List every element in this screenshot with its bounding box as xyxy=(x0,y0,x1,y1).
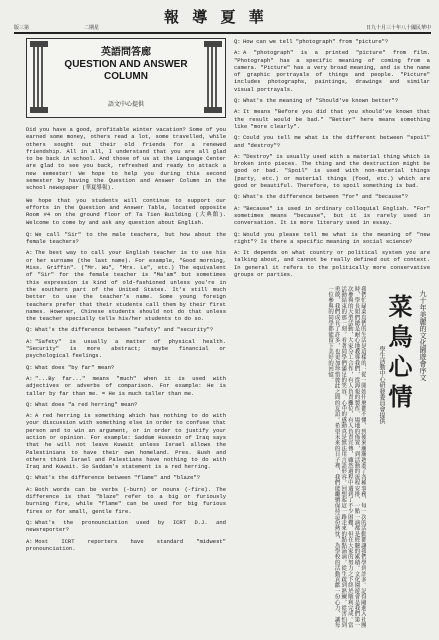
question: Q: What's the difference between "safety" and "security"? xyxy=(26,326,214,334)
answer: A: The best way to call your English teacher is to use his or her surname (the last name). For example, "Good morning, Miss. Griffin". ("Mr. Wu", "Mrs. Le", etc.) The equivalent of "Sir" for the female teacher is "Ma'am" but sometimes this expression is kind of old-fashioned unless you're in the southern part of the United States. It's still much better to use the teacher's name. Some young foreign teachers prefer that their students call them by their first names. However, Chinese students should not do that unless the teacher specially tells his/her students to do so. xyxy=(26,249,226,323)
question: Q: What's the pronounciation used by ICRT D.J. and newsreporter? xyxy=(26,518,226,534)
answer: A: A red herring is something which has nothing to do with your discussion with something else in order to confuse that person and to win an argument, or in order to justify your action or opinion. For example: Saddam Hussein of Iraq says that he will not leave Kuwait unless Israel allows the Palestinians to have their own homeland. Pres. Bush and others think Israel and Palestians have nothing to do with Iraq and Kuwait. So Saddam's statement is a red herring. xyxy=(26,412,226,471)
page-number: 版三第 xyxy=(14,25,30,31)
answer: A: A "photograph" is a printed "picture" from film. "Photograph" has a specific meaning of coming from a camera. "Picture" has a very broad meaning, and is the name of graphic portrayals of things and people. "Picture" includes photographs, paintings, drawings and similar visual portrayals. xyxy=(234,49,430,93)
answer: A: "Destroy" is usually used with a material thing which is broken into pieces. The thing and the destruction might be good or bad. "Spoil" is used with non-material things (party, etc.) or material things (food, etc.) which are good or beautiful. Therefore, to spoil something is bad. xyxy=(234,152,430,190)
question: Q: What's the difference between "flame" and "blaze"? xyxy=(26,474,201,482)
question: Q: What's the difference between "for" and "because"? xyxy=(234,193,409,201)
article-title: 菜鳥心情 xyxy=(384,294,413,414)
qa-body-left xyxy=(26,126,226,552)
question: Q: How can we tell "photograph" from "picture"? xyxy=(234,38,389,45)
qa-title-english: QUESTION AND ANSWER COLUMN xyxy=(64,59,188,82)
newspaper-title: 報 導 夏 華 xyxy=(164,8,268,26)
answer: A: "Because" is used in ordinary colloquial English. "For" sometimes means "because", but it is rarely used in conversation. It is more literary used in essay. xyxy=(234,204,430,227)
intro-paragraph: Did you have a good, profitable winter vacation? Some of you earned some money, others read a lot, some travelled, while others sought out their old friends for a renewed friendship. All in all, I understand that you are all glad to be back in school. And those of us at the Language Center are glad to see you back, refreshed and ready to attack a new semester! We hope to help you during this second semester by having the Question and Answer Column in the school newspaper (華夏導報). xyxy=(26,126,226,192)
answer: A: "...By far..." means "much" when it is used with adjectives or adverbs of comparison. For example: He is taller by far than me. = He is much taller than me. xyxy=(26,374,226,397)
left-column xyxy=(26,38,226,556)
chinese-article xyxy=(234,286,430,630)
qa-source: 語文中心提供 xyxy=(107,101,144,108)
question: Q: Could you tell me what is the different between "spoil" and "destroy"? xyxy=(234,134,430,149)
masthead xyxy=(14,6,431,34)
answer: A: Both words can be verbs (-burn) or nouns (-fire). The difference is that "blaze" refer to a big or furiously burning fire, while "flame" can be used for big furious fires or for small, gentle fire. xyxy=(26,485,226,515)
answer: A: It means "Before you did that you should've known that the result would be bad." "Better" here means something like "more clearly". xyxy=(234,108,430,130)
question: Q: What does "by far" mean? xyxy=(26,363,115,371)
question: Q: What does "a red herring" mean? xyxy=(26,400,138,408)
issue-date: 日九十月三十年八十國民華中 xyxy=(365,25,431,31)
article-author: 學生活動中心研發委員會提供 xyxy=(378,346,385,424)
answer: A: Most ICRT reporters have standard "midwest" pronounciation. xyxy=(26,537,226,552)
qa-title-chinese: 英語問答廊 xyxy=(101,47,151,58)
article-body: 我們忙碌菜鳥們的生活是這樣的：從一開始什麼都不懂，到後來漸漸熟悉了各種事務，每一次的活動都讓我們學到許多。記得剛進入社團時，學長姐們總是耐心地教導我們，從海報的製作、場地的佈置，到活動的流程安排，一點一滴都是經驗的累積。文化園遊會是我們第一次參與的大型活動，大家分工合作，有人負責攤位，有人負責宣傳，雖然過程中遇到了不少困難，但在大家的努力之下終於順利完成。當活動結束的那一刻，看著同學們滿足的笑容，心中的感動真是無法用言語形容。回想起這一路走來的點點滴滴，從生疏到熟練，從害怕到勇敢，我們成長了許多，也更加珍惜彼此之間的友誼。希望未來的日子裡，我們能繼續保持這份熱忱，為學校的活動貢獻一份心力，讓每一位參與的同學都能留下美好的回憶。 xyxy=(327,286,366,628)
answer: A: It depends on what country or political system you are talking about, and cannot be really defined out of context. In general it refers to the politically more conservative groups or parties. xyxy=(234,249,430,279)
answer: A: "Safety" is usually a matter of physical health. "Security" is more abstract; maybe financial or psychological feelings. xyxy=(26,337,226,360)
weekday: 二期星 xyxy=(84,25,100,31)
question: Q: We call "Sir" to the male teachers, but how about the female teachers? xyxy=(26,230,226,246)
intro-paragraph: We hope that you students will continue to support our efforts in the Question and Answer Table, located opposite Room #4 on the ground floor of Ta Tien Building (大典館). Welcome to come by and ask any question about English. xyxy=(26,196,226,226)
qa-column-header xyxy=(26,38,226,118)
article-series: 九十年美麗的文化園遊會序文 xyxy=(419,290,427,381)
question: Q: Would you please tell me what is the meaning of "new right"? Is there a specific meaning in social science? xyxy=(234,230,430,245)
qa-body-right xyxy=(234,38,430,282)
question: Q: What's the meaning of "Should've known better"? xyxy=(234,97,399,105)
